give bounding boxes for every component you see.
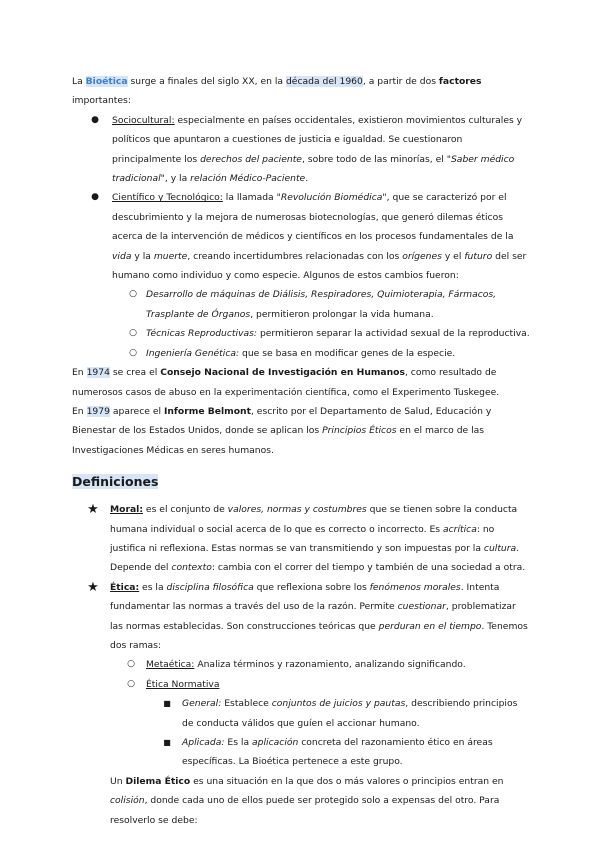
highlight-year: 1974 [86, 367, 110, 379]
branch-text: Analiza términos y razonamiento, analizando significando. [194, 659, 466, 671]
dilema-italic: colisión [110, 795, 145, 807]
para-text: , escrito por el Departamento de Salud, Educación y Bienestar de los Estados Unidos, donde se aplican los [72, 405, 492, 437]
factor-italic: "Saber médico tradicional" [112, 153, 515, 185]
factor-text: del ser humano como individuo y como especie. Algunos de estos cambios fueron: [112, 250, 527, 282]
factor-sociocultural [72, 111, 530, 189]
branch-title: Ética Normativa [146, 678, 220, 690]
def-text: que se tienen sobre la conducta humana individual o social acerca de lo que es correcto o incorrecto. Es [110, 504, 518, 535]
def-text: , problematizar las normas establecidas. Son construcciones teóricas que [110, 601, 516, 632]
heading-text: Definiciones [72, 474, 159, 490]
factor-text: , que se caracterizó por el descubrimiento y la mejora de numerosas biotecnologías, que generó dilemas éticos acerca de la intervención de médicos y científicos en los procesos fundamentales de la [112, 192, 514, 243]
highlight-decada: década del 1960 [285, 76, 363, 87]
para-text: en el marco de las Investigaciones Médicas en seres humanos. [72, 425, 485, 456]
bullet-icon: ● [91, 114, 99, 125]
def-text: : no justifica ni reflexiona. Estas normas se van transmitiendo y son impuestas por la [110, 523, 495, 554]
factor-text: , sobre todo de las minorías, el [301, 153, 447, 165]
dilema-text: , donde cada uno de ellos puede ser protegido solo a expensas del otro. Para resolverlo se debe: [110, 795, 500, 826]
circle-bullet-icon: ○ [127, 659, 135, 670]
sub-text: , describiendo principios de conducta válidos que guíen el accionar humano. [182, 698, 518, 729]
para-text: se crea el [109, 367, 161, 379]
intro-text: , a partir de dos [362, 76, 439, 87]
factor-text: , y la [164, 173, 191, 185]
highlight-year: 1979 [86, 405, 110, 417]
factor-italic: "Revolución Biomédica" [276, 192, 387, 204]
factor-title: Sociocultural: [112, 114, 175, 126]
change-text: , permitieron prolongar la vida humana. [250, 308, 434, 320]
subbranch-general [72, 694, 530, 733]
change-item [72, 324, 530, 343]
factor-italic: vida [112, 250, 132, 262]
change-item [72, 344, 530, 363]
intro-paragraph [72, 72, 530, 111]
change-italic: Ingeniería Genética: [146, 347, 240, 359]
dilema-text: Un [110, 775, 126, 787]
change-italic: Técnicas Reproductivas: [146, 328, 258, 340]
change-text: permitieron separar la actividad sexual de la reproductiva. [257, 328, 530, 340]
def-italic: cultura [483, 542, 517, 554]
def-text: : cambia con el correr del tiempo y también de una sociedad a otra. [211, 562, 526, 574]
change-item [72, 285, 530, 324]
intro-text: surge a finales del siglo XX, en la [127, 76, 286, 87]
intro-text: La [72, 76, 86, 87]
branch-normativa [72, 675, 530, 694]
para-text: aparece el [109, 405, 164, 417]
term-consejo: Consejo Nacional de Investigación en Humanos [160, 367, 405, 379]
factor-cientifico [72, 188, 530, 285]
term-dilema: Dilema Ético [125, 775, 191, 787]
factor-italic: orígenes [402, 250, 442, 262]
sub-text: Es la [224, 737, 253, 748]
document-content [72, 72, 530, 830]
definition-etica [72, 578, 530, 656]
subbranch-title: Aplicada: [182, 737, 225, 748]
factor-text: . [305, 173, 309, 185]
def-italic: acrítica [442, 523, 477, 535]
factor-italic: derechos del paciente [200, 153, 302, 165]
circle-bullet-icon: ○ [129, 347, 137, 358]
star-icon: ★ [87, 579, 99, 595]
para-italic: Principios Éticos [322, 425, 397, 437]
term-informe: Informe Belmont [163, 405, 251, 417]
dilema-text: es una situación en la que dos o más valores o principios entran en [190, 775, 504, 787]
factor-italic: muerte [153, 250, 188, 262]
circle-bullet-icon: ○ [129, 289, 137, 300]
square-bullet-icon: ■ [163, 699, 171, 709]
def-text: es la [139, 581, 167, 593]
def-italic: valores, normas y costumbres [227, 504, 367, 516]
factor-text: especialmente en países occidentales, existieron movimientos culturales y políticos que apuntaron a cuestiones de justicia e igualdad. Se cuestionaron principalmente los [112, 114, 523, 165]
star-icon: ★ [87, 502, 99, 518]
para-text: En [72, 367, 87, 379]
def-italic: fenómenos morales [369, 581, 461, 593]
factor-italic: relación Médico-Paciente [190, 173, 306, 185]
def-text: . Tenemos dos ramas: [110, 620, 528, 651]
intro-text: importantes: [72, 95, 131, 107]
definition-title: Ética: [110, 581, 140, 593]
change-italic: Desarrollo de máquinas de Diálisis, Respiradores, Quimioterapia, Fármacos, Trasplante de Órganos [146, 289, 497, 320]
def-text: es el conjunto de [143, 504, 228, 516]
bullet-icon: ● [91, 192, 99, 203]
def-text: que reflexiona sobre los [253, 581, 370, 593]
sub-text: Establece [221, 698, 272, 710]
factor-text: la llamada [222, 192, 277, 204]
subbranch-title: General: [182, 698, 222, 710]
factor-italic: futuro [464, 250, 493, 262]
sub-italic: aplicación [252, 737, 299, 748]
paragraph-1979 [72, 402, 530, 460]
def-italic: contexto [171, 562, 212, 574]
factor-title: Científico y Tecnológico: [112, 192, 223, 204]
sub-italic: conjuntos de juicios y pautas [271, 698, 406, 710]
subbranch-aplicada [72, 733, 530, 772]
def-text: . Depende del [110, 542, 520, 574]
def-italic: disciplina filosófica [166, 581, 254, 593]
term-factores: factores [438, 76, 482, 87]
paragraph-1974 [72, 363, 530, 402]
def-italic: perduran en el tiempo [378, 620, 482, 632]
para-text: , como resultado de numerosos casos de abuso en la experimentación científica, como el Experimento Tuskegee. [72, 367, 500, 398]
factor-text: y la [131, 250, 154, 262]
branch-title: Metaética: [146, 659, 195, 671]
square-bullet-icon: ■ [163, 738, 171, 747]
circle-bullet-icon: ○ [127, 678, 135, 689]
factor-text: , creando incertidumbres relacionadas con los [187, 250, 403, 262]
circle-bullet-icon: ○ [129, 328, 137, 339]
definition-moral [72, 500, 530, 578]
definition-title: Moral: [110, 504, 144, 516]
factor-text: y el [441, 250, 465, 262]
para-text: En [72, 405, 87, 417]
dilema-paragraph [72, 772, 530, 830]
def-text: . Intenta fundamentar las normas a través del uso de la razón. Permite [110, 581, 500, 613]
branch-metaetica [72, 655, 530, 674]
sub-text: concreta del razonamiento ético en áreas específicas. La Bioética pertenece a este grupo. [182, 737, 493, 768]
term-bioetica: Bioética [85, 76, 128, 87]
change-text: que se basa en modificar genes de la especie. [239, 347, 456, 359]
def-italic: cuestionar [397, 601, 446, 613]
section-heading [72, 472, 530, 492]
